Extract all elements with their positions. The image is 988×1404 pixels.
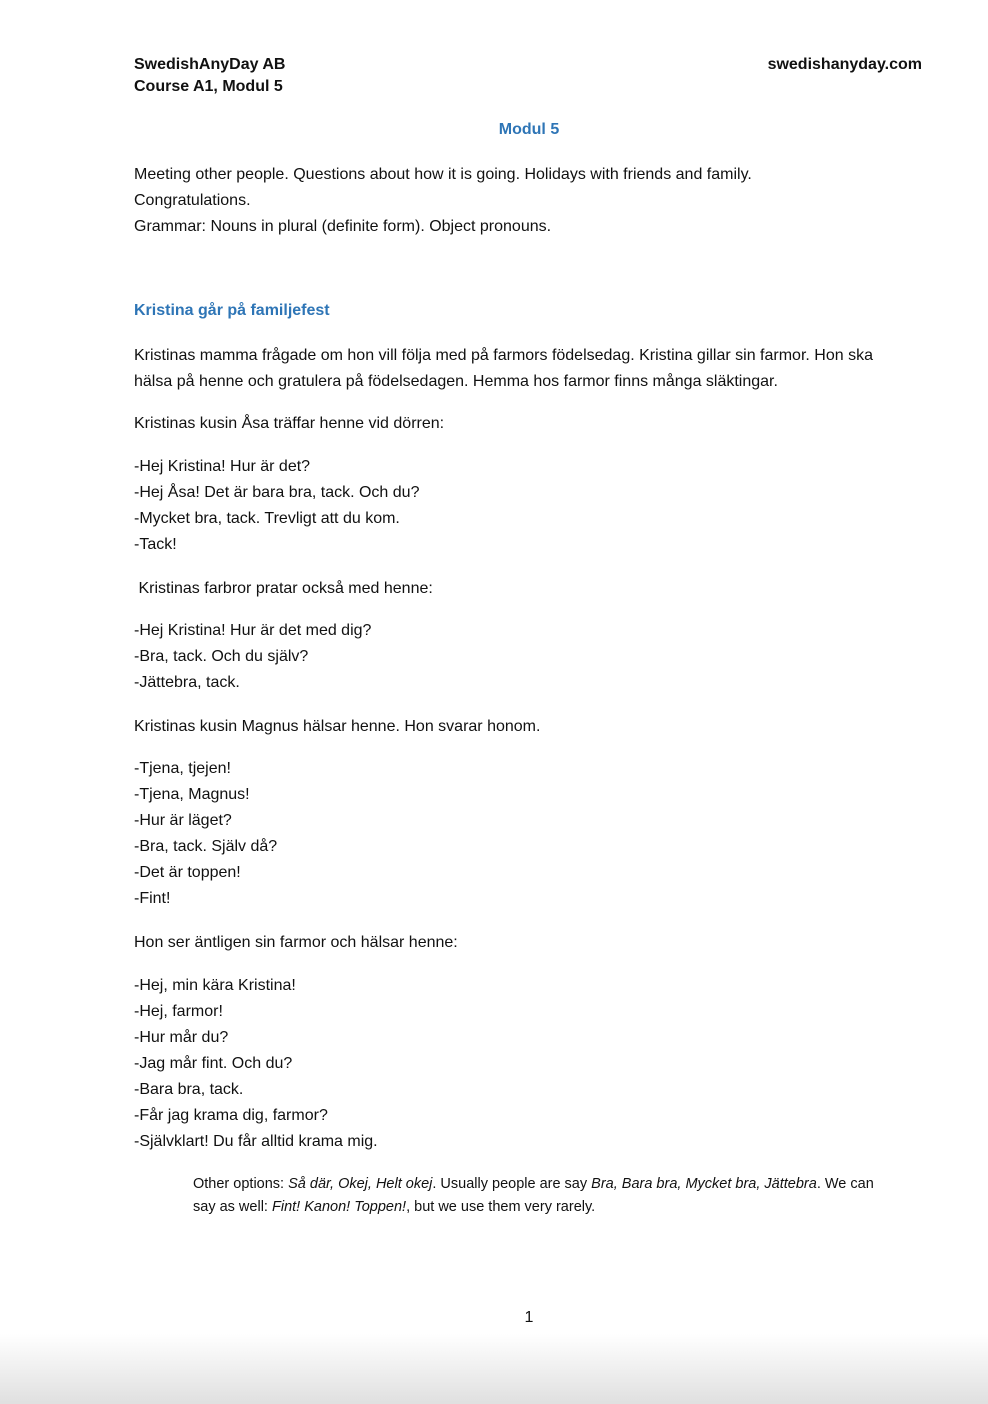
dialogue-intro (134, 411, 934, 437)
website-url: swedishanyday.com (767, 56, 922, 73)
note-text: , but we use them very rarely. (406, 1199, 596, 1215)
dialogue-intro-text: Kristinas kusin Magnus hälsar henne. Hon svarar honom. (134, 718, 541, 735)
dialogue-line: -Hej Kristina! Hur är det? (134, 458, 311, 475)
dialogue-line: -Fint! (134, 890, 171, 907)
dialogue-intro (134, 930, 934, 956)
note-examples: Så där, Okej, Helt okej (288, 1176, 433, 1192)
dialogue-intro-text: Kristinas farbror pratar också med henne: (134, 580, 433, 597)
dialogue-line: -Mycket bra, tack. Trevligt att du kom. (134, 510, 400, 527)
dialogue-line: -Bara bra, tack. (134, 1081, 244, 1098)
dialogue-farmor (134, 973, 934, 1155)
dialogue-line: -Hej, min kära Kristina! (134, 977, 296, 994)
note-line (193, 1173, 923, 1196)
dialogue-line: -Bra, tack. Och du själv? (134, 648, 309, 665)
dialogue-asa (134, 454, 934, 558)
section-title: Kristina går på familjefest (134, 302, 330, 319)
dialogue-line: -Hej Åsa! Det är bara bra, tack. Och du? (134, 484, 420, 501)
note-text: Other options: (193, 1176, 289, 1192)
usage-note (193, 1173, 923, 1219)
dialogue-line: -Får jag krama dig, farmor? (134, 1107, 328, 1124)
course-name: Course A1, Modul 5 (134, 78, 283, 95)
paragraph-line: Kristinas mamma frågade om hon vill följa med på farmors födelsedag. Kristina gillar sin farmor. Hon ska (134, 347, 873, 364)
dialogue-line: -Hej, farmor! (134, 1003, 223, 1020)
paragraph (134, 343, 934, 395)
module-intro (134, 162, 924, 240)
intro-line: Meeting other people. Questions about how it is going. Holidays with friends and family. (134, 166, 752, 183)
dialogue-line: -Jättebra, tack. (134, 674, 240, 691)
dialogue-intro-text: Kristinas kusin Åsa träffar henne vid dörren: (134, 415, 445, 432)
dialogue-farbror (134, 618, 934, 696)
company-name: SwedishAnyDay AB (134, 56, 286, 73)
intro-line: Congratulations. (134, 192, 251, 209)
dialogue-line: -Hur är läget? (134, 812, 232, 829)
dialogue-intro (134, 714, 934, 740)
intro-line: Grammar: Nouns in plural (definite form). Object pronouns. (134, 218, 552, 235)
header-left (134, 54, 285, 98)
dialogue-intro-text: Hon ser äntligen sin farmor och hälsar henne: (134, 934, 458, 951)
dialogue-line: -Hur mår du? (134, 1029, 229, 1046)
dialogue-line: -Självklart! Du får alltid krama mig. (134, 1133, 378, 1150)
note-line (193, 1196, 923, 1219)
page-bottom-shadow (0, 1334, 988, 1404)
page-number: 1 (524, 1309, 534, 1326)
note-text: say as well: (193, 1199, 272, 1215)
dialogue-intro (134, 576, 934, 602)
note-examples: Bra, Bara bra, Mycket bra, Jättebra (591, 1176, 817, 1192)
dialogue-line: -Tjena, tjejen! (134, 760, 231, 777)
dialogue-line: -Bra, tack. Själv då? (134, 838, 278, 855)
module-title: Modul 5 (498, 121, 560, 138)
note-examples: Fint! Kanon! Toppen! (271, 1199, 407, 1215)
paragraph-line: hälsa på henne och gratulera på födelsedagen. Hemma hos farmor finns många släktingar. (134, 373, 778, 390)
dialogue-magnus (134, 756, 934, 912)
note-text: . Usually people are say (432, 1176, 592, 1192)
note-text: . We can (816, 1176, 874, 1192)
dialogue-line: -Tack! (134, 536, 177, 553)
dialogue-line: -Jag mår fint. Och du? (134, 1055, 293, 1072)
dialogue-line: -Tjena, Magnus! (134, 786, 250, 803)
dialogue-line: -Hej Kristina! Hur är det med dig? (134, 622, 372, 639)
dialogue-line: -Det är toppen! (134, 864, 241, 881)
